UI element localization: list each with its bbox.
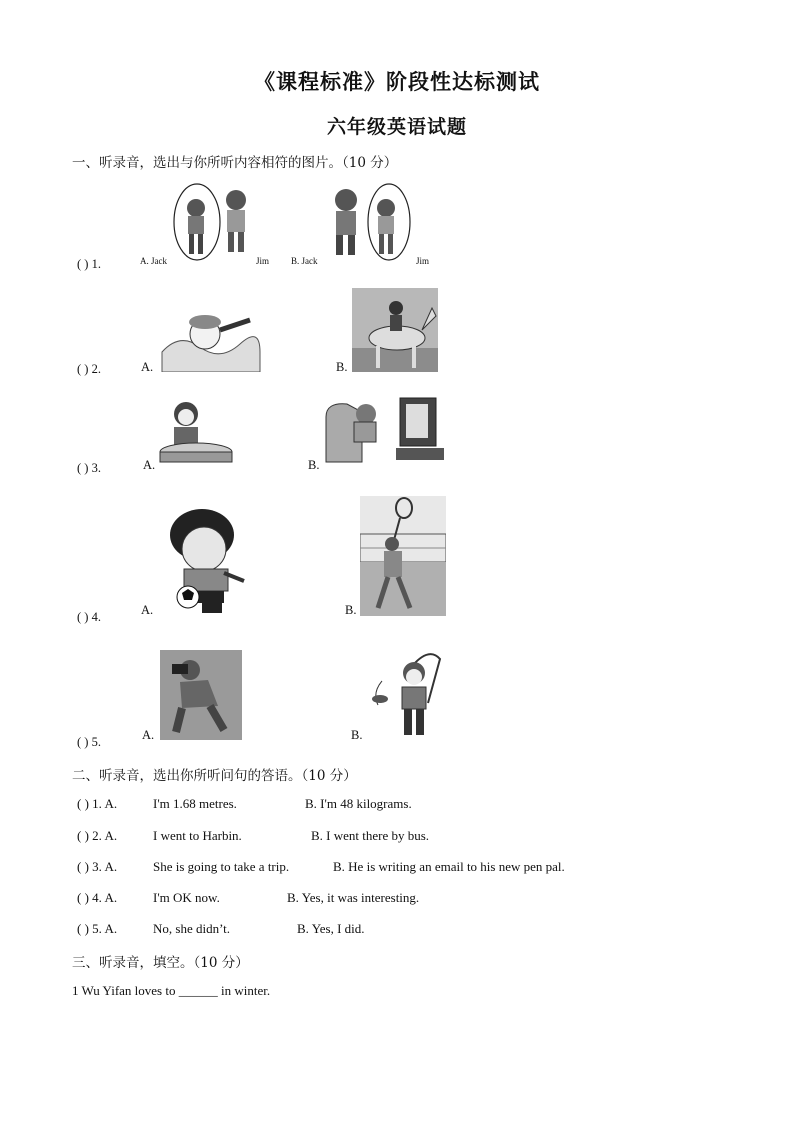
s2-q4-b: B. Yes, it was interesting. [287,890,420,905]
q3-label: ( ) 3. [77,461,101,475]
s2-q2-label: ( ) 2. A. [77,828,118,843]
q3-b-label: B. [308,458,320,472]
q4-a-label: A. [141,603,154,617]
s2-q2-b: B. I went there by bus. [311,828,430,843]
s2-q5-label: ( ) 5. A. [77,921,118,936]
section2-heading: 二、听录音，选出你所听问句的答语。（10 分） [72,768,357,784]
q2-label: ( ) 2. [77,362,101,376]
s2-q5-a: No, she didn’t. [153,921,231,936]
q5-b-label: B. [351,728,363,742]
section3-heading: 三、听录音，填空。（10 分） [72,955,249,971]
q1-label: ( ) 1. [77,257,101,271]
page-subtitle: 六年级英语试题 [326,116,467,138]
q1-b-label: B. Jack [291,256,318,266]
s2-q1-label: ( ) 1. A. [77,796,118,811]
s2-q1-b: B. I'm 48 kilograms. [305,796,412,811]
q3-a-label: A. [143,458,156,472]
s2-q1-a: I'm 1.68 metres. [153,796,237,811]
q1-a-label: A. Jack [140,256,167,266]
q5-taking-photos-image [160,650,242,740]
section1-heading: 一、听录音，选出与你所听内容相符的图片。（10 分） [72,155,398,171]
q4-badminton-image [360,496,446,616]
s2-q2-a: I went to Harbin. [153,828,242,843]
s2-q3-label: ( ) 3. A. [77,859,118,874]
s2-q3-a: She is going to take a trip. [153,859,290,874]
q2-a-label: A. [141,360,154,374]
q5-a-label: A. [142,728,155,742]
s3-line1: 1 Wu Yifan loves to ______ in winter. [72,983,271,998]
q2-b-label: B. [336,360,348,374]
q3-board-game-image [158,400,234,470]
q1-b-label2: Jim [416,256,430,266]
q1-a-label2: Jim [256,256,270,266]
s2-q4-a: I'm OK now. [153,890,220,905]
q4-label: ( ) 4. [77,610,101,624]
q2-swimming-image [160,302,262,372]
q2-riding-horse-image [352,288,438,372]
q4-b-label: B. [345,603,357,617]
q5-fishing-image [368,643,444,741]
q3-watching-tv-image [322,392,446,464]
page-title: 《课程标准》阶段性达标测试 [254,69,540,94]
q4-playing-football-image [158,505,250,615]
q5-label: ( ) 5. [77,735,101,749]
s2-q4-label: ( ) 4. A. [77,890,118,905]
s2-q3-b: B. He is writing an email to his new pen pal. [333,859,565,874]
s2-q5-b: B. Yes, I did. [297,921,365,936]
